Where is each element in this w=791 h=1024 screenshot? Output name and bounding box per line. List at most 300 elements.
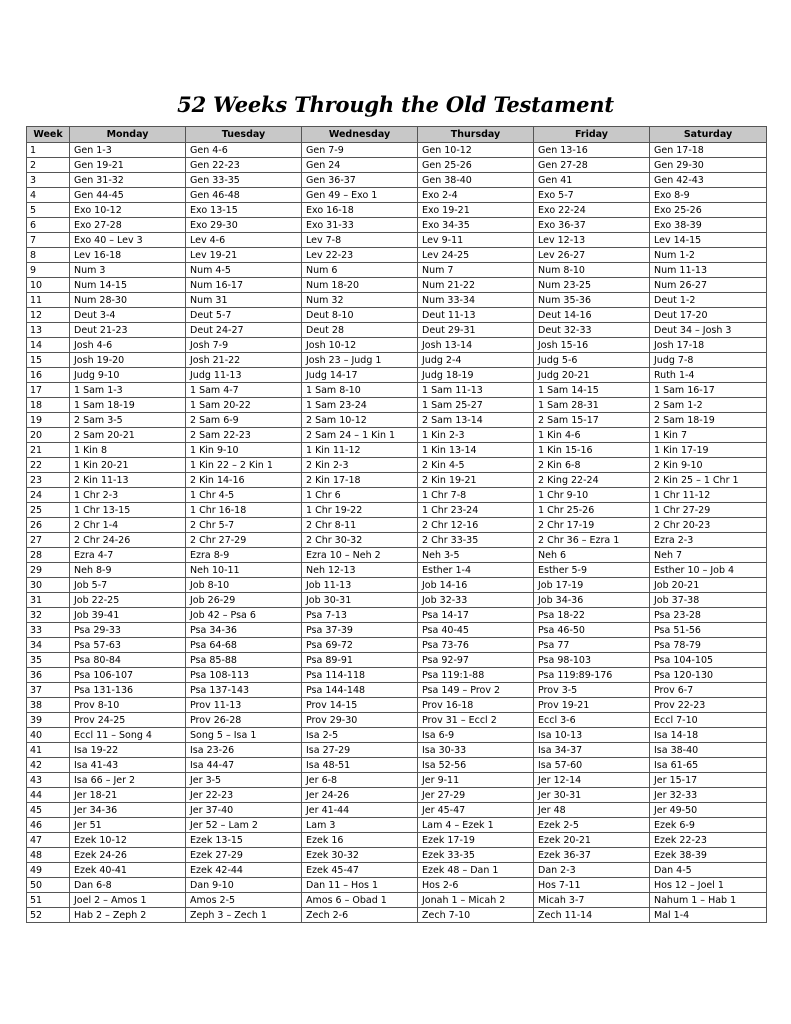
table-row — [27, 908, 767, 923]
week-number-cell: 40 — [27, 728, 70, 743]
reading-cell-wednesday: Jer 6-8 — [302, 773, 418, 788]
reading-cell-tuesday: Jer 37-40 — [186, 803, 302, 818]
table-row — [27, 473, 767, 488]
reading-cell-tuesday: 2 Sam 22-23 — [186, 428, 302, 443]
reading-cell-saturday: Nahum 1 – Hab 1 — [650, 893, 767, 908]
reading-cell-monday: Exo 10-12 — [70, 203, 186, 218]
reading-cell-saturday: Dan 4-5 — [650, 863, 767, 878]
column-header-saturday: Saturday — [650, 127, 767, 143]
reading-cell-wednesday: Ezek 30-32 — [302, 848, 418, 863]
reading-cell-wednesday: Ezek 16 — [302, 833, 418, 848]
reading-cell-friday: Judg 20-21 — [534, 368, 650, 383]
reading-cell-friday: Hos 7-11 — [534, 878, 650, 893]
reading-cell-monday: Ezek 40-41 — [70, 863, 186, 878]
reading-cell-thursday: Ezek 17-19 — [418, 833, 534, 848]
table-row — [27, 428, 767, 443]
reading-cell-saturday: Num 11-13 — [650, 263, 767, 278]
reading-cell-thursday: Psa 14-17 — [418, 608, 534, 623]
reading-cell-wednesday: Psa 69-72 — [302, 638, 418, 653]
reading-cell-friday: Psa 98-103 — [534, 653, 650, 668]
reading-cell-tuesday: 1 Sam 20-22 — [186, 398, 302, 413]
reading-cell-tuesday: 1 Chr 16-18 — [186, 503, 302, 518]
reading-cell-wednesday: Dan 11 – Hos 1 — [302, 878, 418, 893]
week-number-cell: 12 — [27, 308, 70, 323]
reading-cell-friday: Lev 26-27 — [534, 248, 650, 263]
reading-cell-saturday: Job 20-21 — [650, 578, 767, 593]
reading-schedule-table — [26, 126, 767, 923]
week-number-cell: 33 — [27, 623, 70, 638]
reading-cell-thursday: Num 7 — [418, 263, 534, 278]
week-number-cell: 14 — [27, 338, 70, 353]
reading-cell-monday: Ezek 24-26 — [70, 848, 186, 863]
week-number-cell: 20 — [27, 428, 70, 443]
reading-cell-thursday: Isa 6-9 — [418, 728, 534, 743]
reading-cell-thursday: 1 Chr 7-8 — [418, 488, 534, 503]
reading-cell-thursday: Gen 10-12 — [418, 143, 534, 158]
table-row — [27, 218, 767, 233]
reading-cell-monday: Eccl 11 – Song 4 — [70, 728, 186, 743]
reading-cell-saturday: Eccl 7-10 — [650, 713, 767, 728]
reading-cell-monday: Deut 21-23 — [70, 323, 186, 338]
table-row — [27, 668, 767, 683]
table-row — [27, 143, 767, 158]
reading-cell-monday: Gen 1-3 — [70, 143, 186, 158]
reading-cell-thursday: Hos 2-6 — [418, 878, 534, 893]
reading-cell-friday: Deut 14-16 — [534, 308, 650, 323]
reading-cell-thursday: Psa 119:1-88 — [418, 668, 534, 683]
reading-cell-monday: Gen 31-32 — [70, 173, 186, 188]
reading-cell-friday: Isa 10-13 — [534, 728, 650, 743]
reading-cell-friday: Job 34-36 — [534, 593, 650, 608]
reading-cell-wednesday: Gen 24 — [302, 158, 418, 173]
reading-cell-tuesday: Amos 2-5 — [186, 893, 302, 908]
reading-cell-thursday: Num 33-34 — [418, 293, 534, 308]
week-number-cell: 19 — [27, 413, 70, 428]
table-row — [27, 413, 767, 428]
week-number-cell: 17 — [27, 383, 70, 398]
reading-cell-wednesday: 1 Sam 8-10 — [302, 383, 418, 398]
reading-cell-wednesday: Lev 22-23 — [302, 248, 418, 263]
reading-cell-thursday: 1 Sam 11-13 — [418, 383, 534, 398]
reading-cell-thursday: 2 Chr 33-35 — [418, 533, 534, 548]
table-row — [27, 263, 767, 278]
column-header-week: Week — [27, 127, 70, 143]
week-number-cell: 10 — [27, 278, 70, 293]
week-number-cell: 26 — [27, 518, 70, 533]
reading-cell-saturday: 1 Kin 17-19 — [650, 443, 767, 458]
reading-cell-thursday: Lam 4 – Ezek 1 — [418, 818, 534, 833]
reading-cell-saturday: Josh 17-18 — [650, 338, 767, 353]
reading-cell-friday: Judg 5-6 — [534, 353, 650, 368]
table-row — [27, 398, 767, 413]
reading-cell-saturday: Gen 29-30 — [650, 158, 767, 173]
reading-cell-monday: Jer 34-36 — [70, 803, 186, 818]
table-body — [27, 143, 767, 923]
reading-cell-friday: 1 Kin 4-6 — [534, 428, 650, 443]
reading-cell-thursday: 1 Kin 2-3 — [418, 428, 534, 443]
reading-cell-friday: Psa 46-50 — [534, 623, 650, 638]
reading-cell-thursday: Num 21-22 — [418, 278, 534, 293]
table-row — [27, 833, 767, 848]
table-row — [27, 578, 767, 593]
table-row — [27, 593, 767, 608]
week-number-cell: 7 — [27, 233, 70, 248]
reading-cell-saturday: Prov 22-23 — [650, 698, 767, 713]
reading-cell-thursday: Psa 73-76 — [418, 638, 534, 653]
reading-cell-wednesday: 1 Chr 6 — [302, 488, 418, 503]
reading-cell-wednesday: Deut 8-10 — [302, 308, 418, 323]
reading-cell-wednesday: Isa 48-51 — [302, 758, 418, 773]
reading-cell-saturday: 1 Kin 7 — [650, 428, 767, 443]
reading-cell-thursday: Jer 45-47 — [418, 803, 534, 818]
reading-cell-saturday: Num 26-27 — [650, 278, 767, 293]
reading-cell-thursday: Jer 27-29 — [418, 788, 534, 803]
reading-cell-tuesday: Job 42 – Psa 6 — [186, 608, 302, 623]
table-row — [27, 233, 767, 248]
reading-cell-tuesday: Psa 64-68 — [186, 638, 302, 653]
week-number-cell: 13 — [27, 323, 70, 338]
week-number-cell: 30 — [27, 578, 70, 593]
reading-cell-thursday: Jonah 1 – Micah 2 — [418, 893, 534, 908]
reading-cell-friday: Jer 48 — [534, 803, 650, 818]
reading-cell-wednesday: Ezek 45-47 — [302, 863, 418, 878]
reading-cell-tuesday: Deut 24-27 — [186, 323, 302, 338]
reading-cell-wednesday: Gen 7-9 — [302, 143, 418, 158]
reading-cell-thursday: Neh 3-5 — [418, 548, 534, 563]
week-number-cell: 25 — [27, 503, 70, 518]
reading-cell-monday: 2 Chr 24-26 — [70, 533, 186, 548]
reading-cell-friday: Jer 12-14 — [534, 773, 650, 788]
reading-cell-friday: Micah 3-7 — [534, 893, 650, 908]
reading-cell-saturday: Psa 104-105 — [650, 653, 767, 668]
week-number-cell: 2 — [27, 158, 70, 173]
reading-cell-friday: Num 23-25 — [534, 278, 650, 293]
reading-cell-friday: Prov 3-5 — [534, 683, 650, 698]
reading-cell-wednesday: Num 6 — [302, 263, 418, 278]
reading-cell-friday: Num 8-10 — [534, 263, 650, 278]
reading-cell-tuesday: Gen 4-6 — [186, 143, 302, 158]
reading-cell-tuesday: Judg 11-13 — [186, 368, 302, 383]
reading-cell-monday: Psa 57-63 — [70, 638, 186, 653]
reading-cell-friday: Esther 5-9 — [534, 563, 650, 578]
reading-cell-saturday: Psa 51-56 — [650, 623, 767, 638]
reading-cell-saturday: Num 1-2 — [650, 248, 767, 263]
reading-cell-wednesday: Num 32 — [302, 293, 418, 308]
reading-cell-saturday: Psa 23-28 — [650, 608, 767, 623]
table-row — [27, 773, 767, 788]
reading-cell-tuesday: Psa 137-143 — [186, 683, 302, 698]
table-row — [27, 203, 767, 218]
reading-cell-monday: Josh 19-20 — [70, 353, 186, 368]
reading-cell-thursday: Judg 2-4 — [418, 353, 534, 368]
reading-cell-friday: 2 Chr 17-19 — [534, 518, 650, 533]
week-number-cell: 41 — [27, 743, 70, 758]
reading-cell-monday: 2 Chr 1-4 — [70, 518, 186, 533]
reading-cell-wednesday: Exo 31-33 — [302, 218, 418, 233]
reading-cell-tuesday: Exo 13-15 — [186, 203, 302, 218]
reading-cell-tuesday: Lev 19-21 — [186, 248, 302, 263]
reading-cell-friday: Deut 32-33 — [534, 323, 650, 338]
reading-cell-wednesday: Psa 37-39 — [302, 623, 418, 638]
week-number-cell: 47 — [27, 833, 70, 848]
table-row — [27, 863, 767, 878]
reading-cell-saturday: 1 Sam 16-17 — [650, 383, 767, 398]
reading-cell-monday: Dan 6-8 — [70, 878, 186, 893]
reading-cell-thursday: Gen 38-40 — [418, 173, 534, 188]
reading-cell-monday: 1 Sam 1-3 — [70, 383, 186, 398]
reading-cell-monday: 1 Chr 13-15 — [70, 503, 186, 518]
week-number-cell: 5 — [27, 203, 70, 218]
reading-cell-tuesday: Num 31 — [186, 293, 302, 308]
reading-cell-monday: Psa 29-33 — [70, 623, 186, 638]
reading-cell-thursday: Judg 18-19 — [418, 368, 534, 383]
reading-cell-monday: Joel 2 – Amos 1 — [70, 893, 186, 908]
reading-cell-friday: Gen 27-28 — [534, 158, 650, 173]
reading-cell-thursday: Jer 9-11 — [418, 773, 534, 788]
table-row — [27, 158, 767, 173]
week-number-cell: 3 — [27, 173, 70, 188]
table-row — [27, 623, 767, 638]
column-header-tuesday: Tuesday — [186, 127, 302, 143]
reading-cell-saturday: Deut 1-2 — [650, 293, 767, 308]
reading-cell-monday: Josh 4-6 — [70, 338, 186, 353]
table-row — [27, 653, 767, 668]
reading-cell-saturday: Ezek 38-39 — [650, 848, 767, 863]
week-number-cell: 44 — [27, 788, 70, 803]
reading-cell-monday: Num 28-30 — [70, 293, 186, 308]
table-row — [27, 293, 767, 308]
table-row — [27, 383, 767, 398]
reading-cell-tuesday: Dan 9-10 — [186, 878, 302, 893]
reading-cell-monday: Psa 106-107 — [70, 668, 186, 683]
reading-cell-tuesday: 2 Kin 14-16 — [186, 473, 302, 488]
table-row — [27, 368, 767, 383]
reading-cell-wednesday: Exo 16-18 — [302, 203, 418, 218]
reading-cell-thursday: Psa 149 – Prov 2 — [418, 683, 534, 698]
reading-cell-thursday: 1 Chr 23-24 — [418, 503, 534, 518]
reading-cell-saturday: Mal 1-4 — [650, 908, 767, 923]
reading-cell-saturday: Deut 17-20 — [650, 308, 767, 323]
reading-cell-thursday: Isa 52-56 — [418, 758, 534, 773]
table-row — [27, 758, 767, 773]
reading-cell-monday: Ezek 10-12 — [70, 833, 186, 848]
reading-cell-friday: Jer 30-31 — [534, 788, 650, 803]
reading-cell-tuesday: Ezra 8-9 — [186, 548, 302, 563]
reading-cell-tuesday: Jer 52 – Lam 2 — [186, 818, 302, 833]
reading-cell-saturday: 1 Chr 11-12 — [650, 488, 767, 503]
reading-cell-monday: Isa 66 – Jer 2 — [70, 773, 186, 788]
reading-cell-friday: Ezek 2-5 — [534, 818, 650, 833]
reading-cell-wednesday: Psa 89-91 — [302, 653, 418, 668]
table-row — [27, 518, 767, 533]
reading-cell-thursday: Deut 29-31 — [418, 323, 534, 338]
table-row — [27, 338, 767, 353]
reading-cell-saturday: Exo 38-39 — [650, 218, 767, 233]
reading-cell-wednesday: Jer 41-44 — [302, 803, 418, 818]
reading-cell-wednesday: Zech 2-6 — [302, 908, 418, 923]
reading-cell-thursday: 2 Kin 19-21 — [418, 473, 534, 488]
week-number-cell: 46 — [27, 818, 70, 833]
reading-cell-tuesday: 2 Chr 27-29 — [186, 533, 302, 548]
week-number-cell: 28 — [27, 548, 70, 563]
week-number-cell: 52 — [27, 908, 70, 923]
reading-cell-saturday: Jer 49-50 — [650, 803, 767, 818]
reading-cell-monday: 1 Sam 18-19 — [70, 398, 186, 413]
reading-cell-tuesday: Job 8-10 — [186, 578, 302, 593]
reading-cell-monday: Neh 8-9 — [70, 563, 186, 578]
reading-cell-friday: Isa 57-60 — [534, 758, 650, 773]
reading-cell-friday: Dan 2-3 — [534, 863, 650, 878]
reading-cell-wednesday: Josh 23 – Judg 1 — [302, 353, 418, 368]
reading-cell-wednesday: Ezra 10 – Neh 2 — [302, 548, 418, 563]
reading-cell-monday: 2 Sam 3-5 — [70, 413, 186, 428]
week-number-cell: 42 — [27, 758, 70, 773]
reading-cell-monday: Gen 19-21 — [70, 158, 186, 173]
reading-cell-monday: 1 Kin 20-21 — [70, 458, 186, 473]
table-row — [27, 488, 767, 503]
reading-cell-friday: 1 Sam 28-31 — [534, 398, 650, 413]
reading-cell-tuesday: 1 Chr 4-5 — [186, 488, 302, 503]
reading-cell-tuesday: 1 Kin 9-10 — [186, 443, 302, 458]
reading-cell-tuesday: Psa 108-113 — [186, 668, 302, 683]
reading-cell-tuesday: Jer 3-5 — [186, 773, 302, 788]
reading-cell-thursday: Prov 16-18 — [418, 698, 534, 713]
reading-cell-monday: Deut 3-4 — [70, 308, 186, 323]
reading-cell-friday: Isa 34-37 — [534, 743, 650, 758]
reading-cell-wednesday: Amos 6 – Obad 1 — [302, 893, 418, 908]
table-row — [27, 698, 767, 713]
reading-cell-tuesday: Exo 29-30 — [186, 218, 302, 233]
table-row — [27, 278, 767, 293]
reading-cell-wednesday: Job 11-13 — [302, 578, 418, 593]
reading-cell-friday: Eccl 3-6 — [534, 713, 650, 728]
reading-cell-tuesday: Isa 23-26 — [186, 743, 302, 758]
reading-cell-tuesday: Prov 11-13 — [186, 698, 302, 713]
reading-cell-thursday: Deut 11-13 — [418, 308, 534, 323]
reading-cell-tuesday: Gen 33-35 — [186, 173, 302, 188]
reading-cell-friday: Ezek 20-21 — [534, 833, 650, 848]
column-header-monday: Monday — [70, 127, 186, 143]
reading-cell-monday: Isa 41-43 — [70, 758, 186, 773]
reading-cell-thursday: Lev 24-25 — [418, 248, 534, 263]
reading-cell-wednesday: Psa 114-118 — [302, 668, 418, 683]
reading-cell-monday: Job 22-25 — [70, 593, 186, 608]
reading-cell-saturday: 2 Kin 9-10 — [650, 458, 767, 473]
reading-cell-wednesday: Gen 36-37 — [302, 173, 418, 188]
reading-cell-monday: Exo 40 – Lev 3 — [70, 233, 186, 248]
reading-cell-thursday: Gen 25-26 — [418, 158, 534, 173]
reading-cell-monday: Ezra 4-7 — [70, 548, 186, 563]
reading-cell-wednesday: Isa 27-29 — [302, 743, 418, 758]
table-row — [27, 308, 767, 323]
week-number-cell: 37 — [27, 683, 70, 698]
table-row — [27, 608, 767, 623]
reading-cell-friday: Psa 119:89-176 — [534, 668, 650, 683]
reading-cell-wednesday: Neh 12-13 — [302, 563, 418, 578]
reading-cell-tuesday: Psa 85-88 — [186, 653, 302, 668]
reading-cell-thursday: 2 Sam 13-14 — [418, 413, 534, 428]
reading-cell-wednesday: Prov 14-15 — [302, 698, 418, 713]
reading-cell-saturday: 2 Sam 18-19 — [650, 413, 767, 428]
table-row — [27, 713, 767, 728]
table-row — [27, 533, 767, 548]
table-row — [27, 323, 767, 338]
reading-cell-wednesday: Deut 28 — [302, 323, 418, 338]
reading-cell-friday: Num 35-36 — [534, 293, 650, 308]
reading-cell-saturday: Hos 12 – Joel 1 — [650, 878, 767, 893]
reading-cell-thursday: Isa 30-33 — [418, 743, 534, 758]
reading-cell-friday: Lev 12-13 — [534, 233, 650, 248]
reading-cell-tuesday: Josh 21-22 — [186, 353, 302, 368]
reading-cell-monday: 2 Kin 11-13 — [70, 473, 186, 488]
reading-cell-tuesday: Job 26-29 — [186, 593, 302, 608]
reading-cell-saturday: Ruth 1-4 — [650, 368, 767, 383]
reading-cell-friday: Exo 5-7 — [534, 188, 650, 203]
reading-cell-wednesday: Judg 14-17 — [302, 368, 418, 383]
reading-cell-thursday: Psa 40-45 — [418, 623, 534, 638]
reading-cell-wednesday: Psa 144-148 — [302, 683, 418, 698]
reading-cell-wednesday: Prov 29-30 — [302, 713, 418, 728]
week-number-cell: 29 — [27, 563, 70, 578]
reading-cell-thursday: Exo 2-4 — [418, 188, 534, 203]
reading-cell-tuesday: Neh 10-11 — [186, 563, 302, 578]
reading-cell-friday: Ezek 36-37 — [534, 848, 650, 863]
table-row — [27, 743, 767, 758]
reading-cell-friday: 2 Sam 15-17 — [534, 413, 650, 428]
reading-cell-monday: Prov 24-25 — [70, 713, 186, 728]
reading-cell-monday: Gen 44-45 — [70, 188, 186, 203]
table-row — [27, 548, 767, 563]
reading-cell-tuesday: Psa 34-36 — [186, 623, 302, 638]
reading-cell-friday: 1 Sam 14-15 — [534, 383, 650, 398]
header-row — [27, 127, 767, 143]
reading-cell-thursday: Esther 1-4 — [418, 563, 534, 578]
page-title: 52 Weeks Through the Old Testament — [177, 92, 614, 117]
week-number-cell: 48 — [27, 848, 70, 863]
reading-cell-saturday: Job 37-38 — [650, 593, 767, 608]
reading-cell-friday: Neh 6 — [534, 548, 650, 563]
week-number-cell: 27 — [27, 533, 70, 548]
reading-cell-friday: 2 King 22-24 — [534, 473, 650, 488]
reading-cell-saturday: Prov 6-7 — [650, 683, 767, 698]
reading-cell-thursday: Exo 19-21 — [418, 203, 534, 218]
reading-cell-tuesday: Gen 22-23 — [186, 158, 302, 173]
reading-cell-tuesday: Jer 22-23 — [186, 788, 302, 803]
reading-cell-thursday: Ezek 33-35 — [418, 848, 534, 863]
reading-cell-thursday: Josh 13-14 — [418, 338, 534, 353]
reading-cell-thursday: 2 Chr 12-16 — [418, 518, 534, 533]
reading-cell-friday: Zech 11-14 — [534, 908, 650, 923]
reading-cell-saturday: Jer 32-33 — [650, 788, 767, 803]
reading-cell-thursday: Lev 9-11 — [418, 233, 534, 248]
reading-cell-thursday: 1 Sam 25-27 — [418, 398, 534, 413]
reading-cell-wednesday: 1 Kin 11-12 — [302, 443, 418, 458]
week-number-cell: 9 — [27, 263, 70, 278]
reading-cell-tuesday: Isa 44-47 — [186, 758, 302, 773]
reading-cell-thursday: Job 32-33 — [418, 593, 534, 608]
reading-cell-monday: 2 Sam 20-21 — [70, 428, 186, 443]
reading-cell-monday: Isa 19-22 — [70, 743, 186, 758]
reading-cell-tuesday: Deut 5-7 — [186, 308, 302, 323]
column-header-thursday: Thursday — [418, 127, 534, 143]
reading-cell-thursday: Psa 92-97 — [418, 653, 534, 668]
reading-cell-friday: 1 Kin 15-16 — [534, 443, 650, 458]
reading-cell-wednesday: 2 Chr 30-32 — [302, 533, 418, 548]
table-row — [27, 353, 767, 368]
reading-cell-monday: Job 5-7 — [70, 578, 186, 593]
reading-cell-wednesday: Isa 2-5 — [302, 728, 418, 743]
reading-cell-tuesday: Num 16-17 — [186, 278, 302, 293]
